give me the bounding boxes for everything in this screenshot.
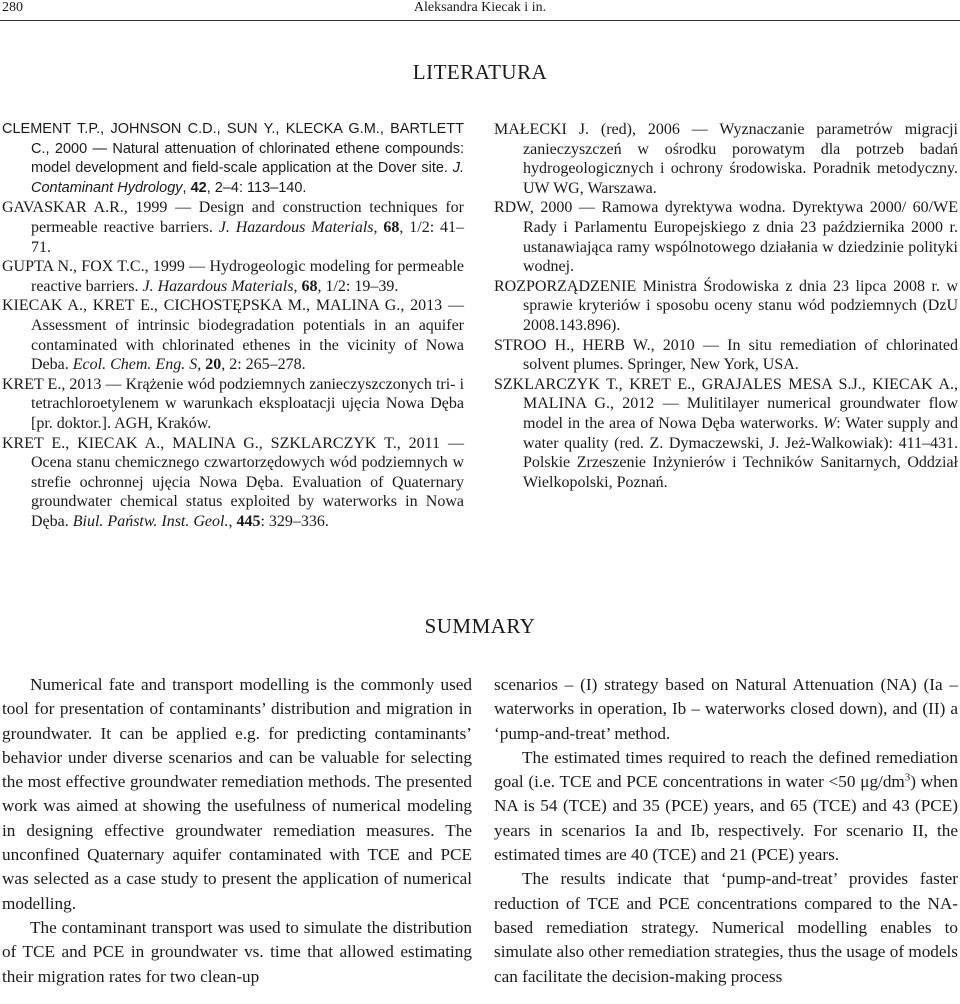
ref-authors: CLEMENT T.P., JOHNSON C.D., SUN Y., KLECKA G.M., BARTLETT C., 2000	[2, 121, 464, 157]
ref-text: Natural attenuation of chlorinated ethene compounds: model development and field-scale application at the Dover site.	[31, 140, 464, 177]
ref-text: Assessment of intrinsic biodegradation potentials in an aquifer contaminated with chlorinated ethenes in the vicinity of Nowa Deba.	[31, 316, 464, 374]
ref-authors: KIECAK A., KRET E., CICHOSTĘPSKA M., MALINA G., 2013	[2, 297, 443, 315]
ref-journal: Ecol. Chem. Eng. S	[72, 356, 198, 374]
page-number: 280	[2, 0, 23, 15]
ref-authors: GUPTA N., FOX T.C., 1999	[2, 258, 185, 276]
reference-entry: KRET E., KIECAK A., MALINA G., SZKLARCZYK T., 2011 — Ocena stanu chemicznego czwartorzędowych wód podziemnych w strefie ochronnej ujęcia Nowa Dęba. Evaluation of Quaternary groundwater chemical status exploited by waterworks in Nowa Dęba. Biul. Państw. Inst. Geol., 445: 329–336.	[2, 434, 465, 530]
ref-journal: W	[822, 414, 837, 432]
ref-volume: 68	[383, 218, 400, 236]
reference-entry: GAVASKAR A.R., 1999 — Design and construction techniques for permeable reactive barriers. J. Hazardous Materials, 68, 1/2: 41–71.	[2, 199, 465, 256]
reference-entry: RDW, 2000 — Ramowa dyrektywa wodna. Dyrektywa 2000/ 60/WE Rady i Parlamentu Europejskiego z dnia 23 października 2000 r. ustanawiająca ramy wspólnotowego działania w dziedzinie polityki wodnej.	[494, 199, 959, 276]
ref-volume: 20	[205, 356, 222, 374]
ref-journal: Biul. Państw. Inst. Geol.	[72, 512, 229, 530]
ref-text-continued: : Water supply and water quality (red. Z. Dymaczewski, J. Jeż-Walkowiak): 411–431. Polskie Zrzeszenie Inżynierów i Techników Sanitarnych, Oddział Wielkopolski, Poznań.	[523, 414, 958, 491]
header-rule	[0, 20, 960, 21]
literature-heading: LITERATURA	[412, 60, 548, 84]
reference-entry	[494, 277, 958, 336]
summary-heading: SUMMARY	[424, 614, 536, 638]
ref-authors: SZKLARCZYK T., KRET E., GRAJALES MESA S.J., KIECAK A., MALINA G., 2012	[494, 375, 958, 413]
ref-pages: 2–4: 113–140.	[214, 179, 307, 196]
references-left-column	[2, 120, 464, 531]
ref-text: Design and construction techniques for permeable reactive barriers.	[31, 199, 464, 236]
ref-journal: J. Hazardous Materials	[142, 277, 294, 295]
reference-entry: KRET E., 2013 — Krążenie wód podziemnych zanieczyszczonych tri- i tetrachloroetylenem w warunkach eksploatacji ujęcia Nowa Dęba [pr. doktor.]. AGH, Kraków.	[2, 375, 465, 432]
ref-volume: 445	[236, 512, 261, 530]
reference-entry: SZKLARCZYK T., KRET E., GRAJALES MESA S.J., KIECAK A., MALINA G., 2012 — Mulitilayer numerical groundwater flow model in the area of Nowa Dęba waterworks. W: Water supply and water quality (red. Z. Dymaczewski, J. Jeż-Walkowiak): 411–431. Polskie Zrzeszenie Inżynierów i Techników Sanitarnych, Oddział Wielkopolski, Poznań.	[494, 375, 958, 491]
ref-text: Ocena stanu chemicznego czwartorzędowych wód podziemnych w strefie ochronnej ujęcia Nowa Dęba. Evaluation of Quaternary groundwater chemical status exploited by waterworks in Nowa Dęba.	[31, 454, 464, 530]
ref-authors: RDW, 2000	[494, 199, 573, 217]
summary-paragraph	[494, 746, 958, 867]
ref-pages: 1/2: 41–71.	[31, 218, 465, 256]
ref-text: Ramowa dyrektywa wodna. Dyrektywa 2000/ 60/WE Rady i Parlamentu Europejskiego z dnia 23 października 2000 r. ustanawiająca ramy wspólnotowego działania w dziedzinie polityki wodnej.	[523, 199, 959, 276]
reference-entry: MAŁECKI J. (red), 2006 — Wyznaczanie parametrów migracji zanieczyszczeń w ośrodku porowatym dla potrzeb badań hydrogeologicznych i ochrony środowiska. Poradnik metodyczny. UW WG, Warszawa.	[494, 121, 959, 197]
reference-entry: CLEMENT T.P., JOHNSON C.D., SUN Y., KLECKA G.M., BARTLETT C., 2000 — Natural attenuation of chlorinated ethene compounds: model development and field-scale application at the Dover site. J. Contaminant Hydrology, 42, 2–4: 113–140.	[2, 121, 464, 196]
ref-pages: 1/2: 19–39.	[325, 277, 399, 295]
ref-text: Wyznaczanie parametrów migracji zanieczyszczeń w ośrodku porowatym dla potrzeb badań hydrogeologicznych i ochrony środowiska. Poradnik metodyczny. UW WG, Warszawa.	[523, 121, 959, 197]
ref-volume: 68	[301, 277, 318, 295]
page-header	[0, 0, 960, 20]
ref-text: Hydrogeologic modeling for permeable reactive barriers.	[31, 258, 464, 295]
summary-paragraph: scenarios – (I) strategy based on Natural Attenuation (NA) (Ia – waterworks in operation, Ib – waterworks closed down), and (II) a ‘pump-and-treat’ method.	[494, 675, 958, 743]
summary-right-column	[494, 673, 958, 989]
summary-left-column	[2, 673, 472, 989]
ref-authors: KRET E., 2013	[2, 375, 102, 393]
ref-authors: MAŁECKI J. (red), 2006	[494, 121, 680, 138]
running-title: Aleksandra Kiecak i in.	[413, 0, 547, 15]
summary-text: The estimated times required to reach the defined remediation goal (i.e. TCE and PCE concentrations in water <50 μg/dm	[494, 747, 958, 792]
ref-volume: 42	[190, 179, 207, 196]
ref-authors: STROO H., HERB W., 2010	[494, 336, 695, 354]
summary-text: ) when NA is 54 (TCE) and 35 (PCE) years, and 65 (TCE) and 43 (PCE) years in scenarios Ia and Ib, respectively. For scenario II, the estimated times are 40 (TCE) and 21 (PCE) years.	[494, 772, 958, 865]
summary-paragraph: The contaminant transport was used to simulate the distribution of TCE and PCE in groundwater vs. time that allowed estimating their migration rates for two clean-up	[2, 917, 472, 986]
ref-pages: 2: 265–278.	[229, 356, 306, 374]
superscript: 3	[904, 771, 911, 784]
ref-text: Krążenie wód podziemnych zanieczyszczonych tri- i tetrachloroetylenem w warunkach eksploatacji ujęcia Nowa Dęba [pr. doktor.]. AGH, Kraków.	[31, 375, 465, 432]
ref-journal: J. Contaminant Hydrology	[31, 160, 464, 196]
ref-pages: 329–336.	[268, 512, 329, 530]
references-right-column	[494, 120, 958, 492]
reference-entry: KIECAK A., KRET E., CICHOSTĘPSKA M., MALINA G., 2013 — Assessment of intrinsic biodegradation potentials in an aquifer contaminated with chlorinated ethenes in the vicinity of Nowa Deba. Ecol. Chem. Eng. S, 20, 2: 265–278.	[2, 297, 465, 374]
summary-paragraph: The results indicate that ‘pump-and-treat’ provides faster reduction of TCE and PCE concentrations compared to the NA-based remediation strategy. Numerical modelling enables to simulate also other remediation strategies, thus the usage of models can facilitate the decision-making process	[494, 869, 958, 986]
reference-entry: GUPTA N., FOX T.C., 1999 — Hydrogeologic modeling for permeable reactive barriers. J. Hazardous Materials, 68, 1/2: 19–39.	[2, 258, 464, 295]
reference-entry: STROO H., HERB W., 2010 — In situ remediation of chlorinated solvent plumes. Springer, New York, USA.	[494, 336, 959, 374]
ref-text: Ministra Środowiska z dnia 23 lipca 2008 r. w sprawie kryteriów i sposobu oceny stanu wód podziemnych (DzU 2008.143.896).	[523, 277, 959, 334]
ref-journal: J. Hazardous Materials	[218, 218, 374, 236]
ref-text: Mulitilayer numerical groundwater flow model in the area of Nowa Dęba waterworks.	[523, 395, 958, 432]
ref-text: In situ remediation of chlorinated solvent plumes. Springer, New York, USA.	[523, 336, 959, 374]
ref-authors: GAVASKAR A.R., 1999	[2, 199, 168, 217]
ref-authors: KRET E., KIECAK A., MALINA G., SZKLARCZYK T., 2011	[2, 434, 441, 452]
summary-paragraph: Numerical fate and transport modelling is the commonly used tool for presentation of contaminants’ distribution and migration in groundwater. It can be applied e.g. for predicting contaminants’ behavior under diverse scenarios and can be valuable for selecting the most effective groundwater remediation methods. The presented work was aimed at showing the usefulness of numerical modeling in designing effective groundwater remediation measures. The unconfined Quaternary aquifer contaminated with TCE and PCE was selected as a case study to present the application of numerical modelling.	[2, 675, 472, 913]
ref-authors: ROZPORZĄDZENIE	[494, 277, 637, 295]
